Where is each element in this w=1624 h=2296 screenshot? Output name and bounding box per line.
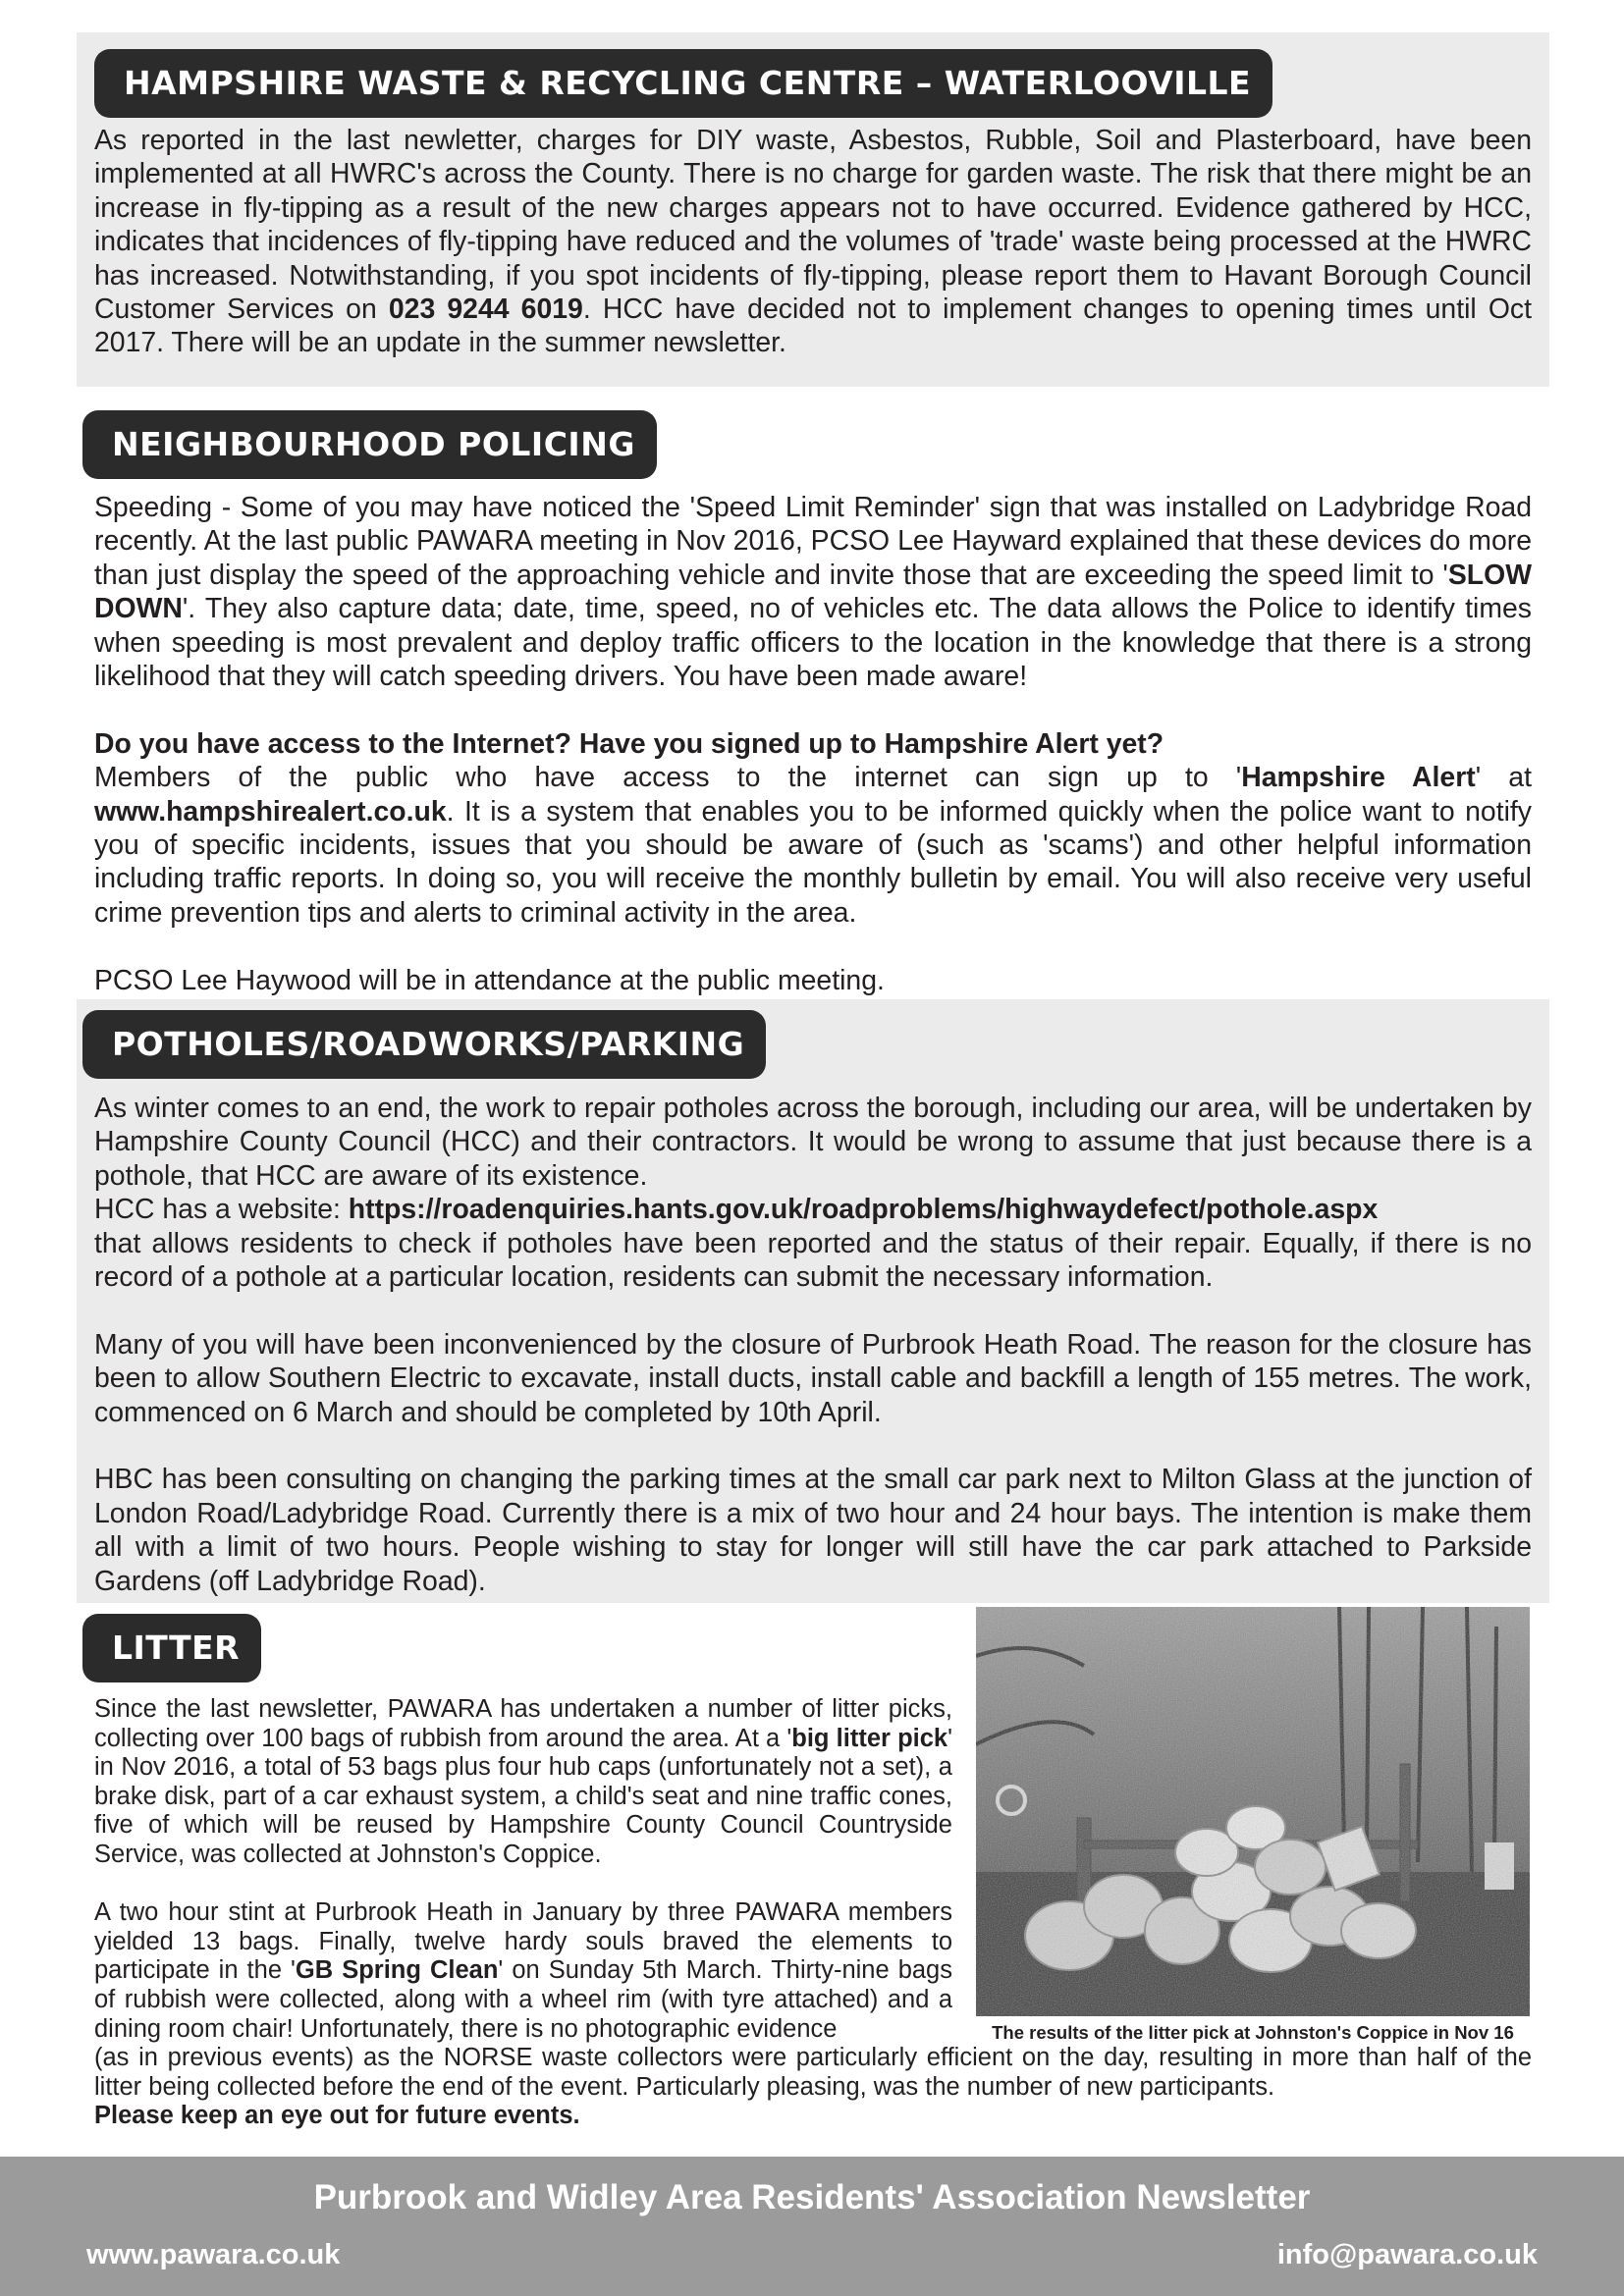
road-closure-paragraph: Many of you will have been inconvenienced by the closure of Purbrook Heath Road. The reason for the closure has been to allow Southern Electric to excavate, install ducts, install cable and backfill a length of 155 metres. The work, commenced on 6 March and should be completed by 10th April.	[94, 1328, 1532, 1428]
pcso-attendance-note: PCSO Lee Haywood will be in attendance at the public meeting.	[94, 964, 885, 996]
waste-paragraph: As reported in the last newletter, charges for DIY waste, Asbestos, Rubble, Soil and Plasterboard, have been implemented at all HWRC's across the County. There is no charge for garden waste. The risk that there might be an increase in fly-tipping as a result of the new charges appears not to have occurred. Evidence gathered by HCC, indicates that incidences of fly-tipping have reduced and the volumes of 'trade' waste being processed at the HWRC has increased. Notwithstanding, if you spot incidents of fly-tipping, please report them to Havant Borough Council Customer Services on 023 9244 6019. HCC have decided not to implement changes to opening times until Oct 2017. There will be an update in the summer newsletter.	[94, 125, 1532, 359]
litter-section-body	[94, 1695, 952, 2044]
email-link[interactable]: info@pawara.co.uk	[1276, 2239, 1538, 2270]
slow-down-text: SLOW DOWN	[94, 559, 1532, 625]
hcc-website-paragraph: HCC has a website: https://roadenquiries.hants.gov.uk/roadproblems/highwaydefect/pothole.aspx	[94, 1194, 1379, 1226]
spring-clean-paragraph: A two hour stint at Purbrook Heath in January by three PAWARA members yielded 13 bags. Finally, twelve hardy souls braved the elements to participate in the 'GB Spring Clean' on Sunday 5th March. Thirty-nine bags of rubbish were collected, along with a wheel rim (with tyre attached) and a dining room chair! Unfortunately, there is no photographic evidence	[94, 1898, 952, 2043]
council-phone-number: 023 9244 6019	[388, 294, 583, 326]
parking-paragraph: HBC has been consulting on changing the parking times at the small car park next to Milton Glass at the junction of London Road/Ladybridge Road. Currently there is a mix of two hour and 24 hour bays. The intention is make them all with a limit of two hours. People wishing to stay for longer will still have the car park attached to Parkside Gardens (off Ladybridge Road).	[94, 1464, 1532, 1597]
hampshire-alert-question: Do you have access to the Internet? Have you signed up to Hampshire Alert yet?	[94, 727, 1164, 760]
litter-section-heading: LITTER	[82, 1614, 261, 1682]
hampshire-alert-paragraph: Members of the public who have access to the internet can sign up to 'Hampshire Alert' at www.hampshirealert.co.uk. It is a system that enables you to be informed quickly when the police want to notify you of specific incidents, issues that you should be aware of (such as 'scams') and other helpful information including traffic reports. In doing so, you will receive the monthly bulletin by email. You will also receive very useful crime prevention tips and alerts to criminal activity in the area.	[94, 762, 1532, 929]
hampshire-alert-link[interactable]: www.hampshirealert.co.uk	[94, 795, 447, 828]
waste-section-body	[94, 124, 1532, 360]
hampshire-alert-name: Hampshire Alert	[1241, 762, 1476, 794]
hcc-website-description: that allows residents to check if potholes have been reported and the status of their repair. Equally, if there is no record of a pothole at a particular location, residents can submit the necessary information.	[94, 1227, 1532, 1294]
policing-section-heading: NEIGHBOURHOOD POLICING	[82, 410, 657, 479]
litter-pick-photo	[976, 1607, 1530, 2016]
potholes-section-body	[94, 1092, 1532, 1598]
potholes-section-heading: POTHOLES/ROADWORKS/PARKING	[82, 1010, 766, 1079]
big-litter-pick-text: big litter pick	[791, 1724, 948, 1752]
litter-pick-photo-graphic	[976, 1607, 1530, 2016]
newsletter-footer	[0, 2157, 1624, 2296]
policing-section-body	[94, 491, 1532, 997]
litter-section-continuation	[94, 2044, 1532, 2131]
litter-picks-paragraph: Since the last newsletter, PAWARA has undertaken a number of litter picks, collecting over 100 bags of rubbish from around the area. At a 'big litter pick' in Nov 2016, a total of 53 bags plus four hub caps (unfortunately not a set), a brake disk, part of a car exhaust system, a child's seat and nine traffic cones, five of which will be reused by Hampshire County Council Countryside Service, was collected at Johnston's Coppice.	[94, 1695, 952, 1868]
gb-spring-clean-text: GB Spring Clean	[295, 1956, 499, 1985]
website-link[interactable]: www.pawara.co.uk	[86, 2239, 341, 2270]
waste-section-heading: HAMPSHIRE WASTE & RECYCLING CENTRE – WATERLOOVILLE	[94, 49, 1272, 118]
speeding-paragraph: Speeding - Some of you may have noticed the 'Speed Limit Reminder' sign that was installed on Ladybridge Road recently. At the last public PAWARA meeting in Nov 2016, PCSO Lee Hayward explained that these devices do more than just display the speed of the approaching vehicle and invite those that are exceeding the speed limit to 'SLOW DOWN'. They also capture data; date, time, speed, no of vehicles etc. The data allows the Police to identify times when speeding is most prevalent and deploy traffic officers to the location in the knowledge that there is a strong likelihood that they will catch speeding drivers. You have been made aware!	[94, 492, 1532, 693]
potholes-paragraph: As winter comes to an end, the work to repair potholes across the borough, including our area, will be undertaken by Hampshire County Council (HCC) and their contractors. It would be wrong to assume that just because there is a pothole, that HCC are aware of its existence.	[94, 1093, 1532, 1192]
newsletter-title: Purbrook and Widley Area Residents' Association Newsletter	[313, 2178, 1311, 2216]
photo-caption: The results of the litter pick at Johnston's Coppice in Nov 16	[992, 2022, 1514, 2043]
future-events-note: Please keep an eye out for future events.	[94, 2102, 580, 2130]
pothole-report-link[interactable]: https://roadenquiries.hants.gov.uk/roadproblems/highwaydefect/pothole.aspx	[348, 1194, 1379, 1226]
norse-paragraph: (as in previous events) as the NORSE waste collectors were particularly efficient on the day, resulting in more than half of the litter being collected before the end of the event. Particularly pleasing, was the number of new participants.	[94, 2044, 1532, 2101]
